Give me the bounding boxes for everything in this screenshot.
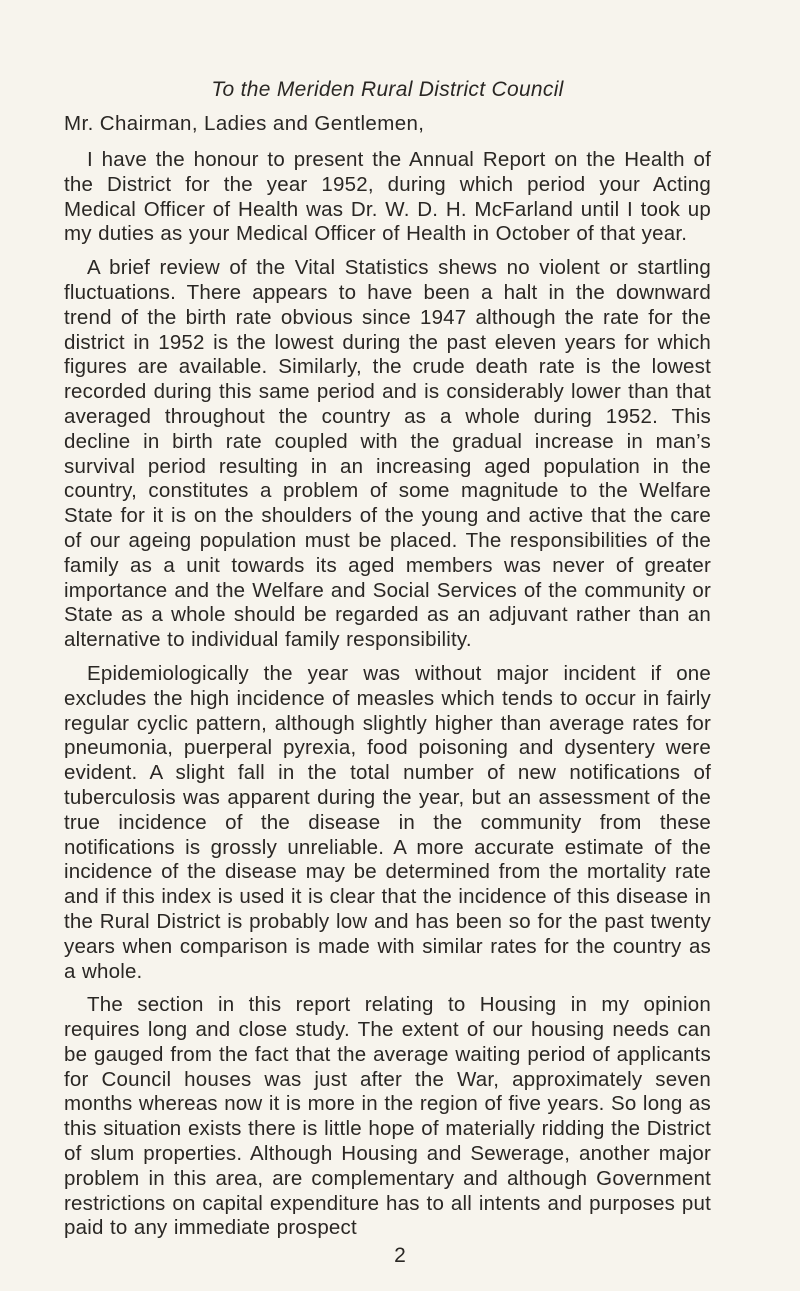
paragraph-epidemiology: Epidemiologically the year was without major incident if one excludes the high incidence of measles which tends to occur in fairly regular cyclic pattern, although slightly higher than average rates for pneumonia, puerperal pyrexia, food poisoning and dysentery were evident. A slight fall in the total number of new notifications of tuberculosis was apparent during the year, but an assessment of the true incidence of the disease in the community from these notifications is grossly unreliable. A more accurate estimate of the incidence of the disease may be determined from the mortality rate and if this index is used it is clear that the incidence of this disease in the Rural District is probably low and has been so for the past twenty years when comparison is made with similar rates for the country as a whole. — [64, 661, 711, 983]
paragraph-housing: The section in this report relating to Housing in my opinion requires long and close study. The extent of our housing needs can be gauged from the fact that the average waiting period of applicants for Council houses was just after the War, approximately seven months whereas now it is more in the region of five years. So long as this situation exists there is little hope of materially ridding the District of slum properties. Although Housing and Sewerage, another major problem in this area, are complementary and although Government restrictions on capital expenditure has to all intents and purposes put paid to any immediate prospect — [64, 993, 711, 1240]
salutation: Mr. Chairman, Ladies and Gentlemen, — [64, 112, 425, 135]
paragraph-vital-statistics: A brief review of the Vital Statistics shews no violent or startling fluctuations. There appears to have been a halt in the downward trend of the birth rate obvious since 1947 although the rate for the district in 1952 is the lowest during the past eleven years for which figures are available. Similarly, the crude death rate is the lowest recorded during this same period and is considerably lower than that averaged throughout the country as a whole during 1952. This decline in birth rate coupled with the gradual increase in man’s survival period resulting in an increasing aged population in the country, constitutes a problem of some magnitude to the Welfare State for it is on the shoulders of the young and active that the care of our ageing population must be placed. The responsibilities of the family as a unit towards its aged members was never of greater importance and the Welfare and Social Services of the community or State as a whole should be regarded as an adjuvant rather than an alternative to individual family responsibility. — [64, 256, 711, 652]
paragraph-introduction: I have the honour to present the Annual Report on the Health of the District for the year 1952, during which period your Acting Medical Officer of Health was Dr. W. D. H. McFarland until I took up my duties as your Medical Officer of Health in October of that year. — [64, 148, 711, 246]
document-page — [64, 78, 711, 1250]
page-number: 2 — [394, 1244, 406, 1267]
page-heading: To the Meriden Rural District Council — [211, 78, 564, 101]
